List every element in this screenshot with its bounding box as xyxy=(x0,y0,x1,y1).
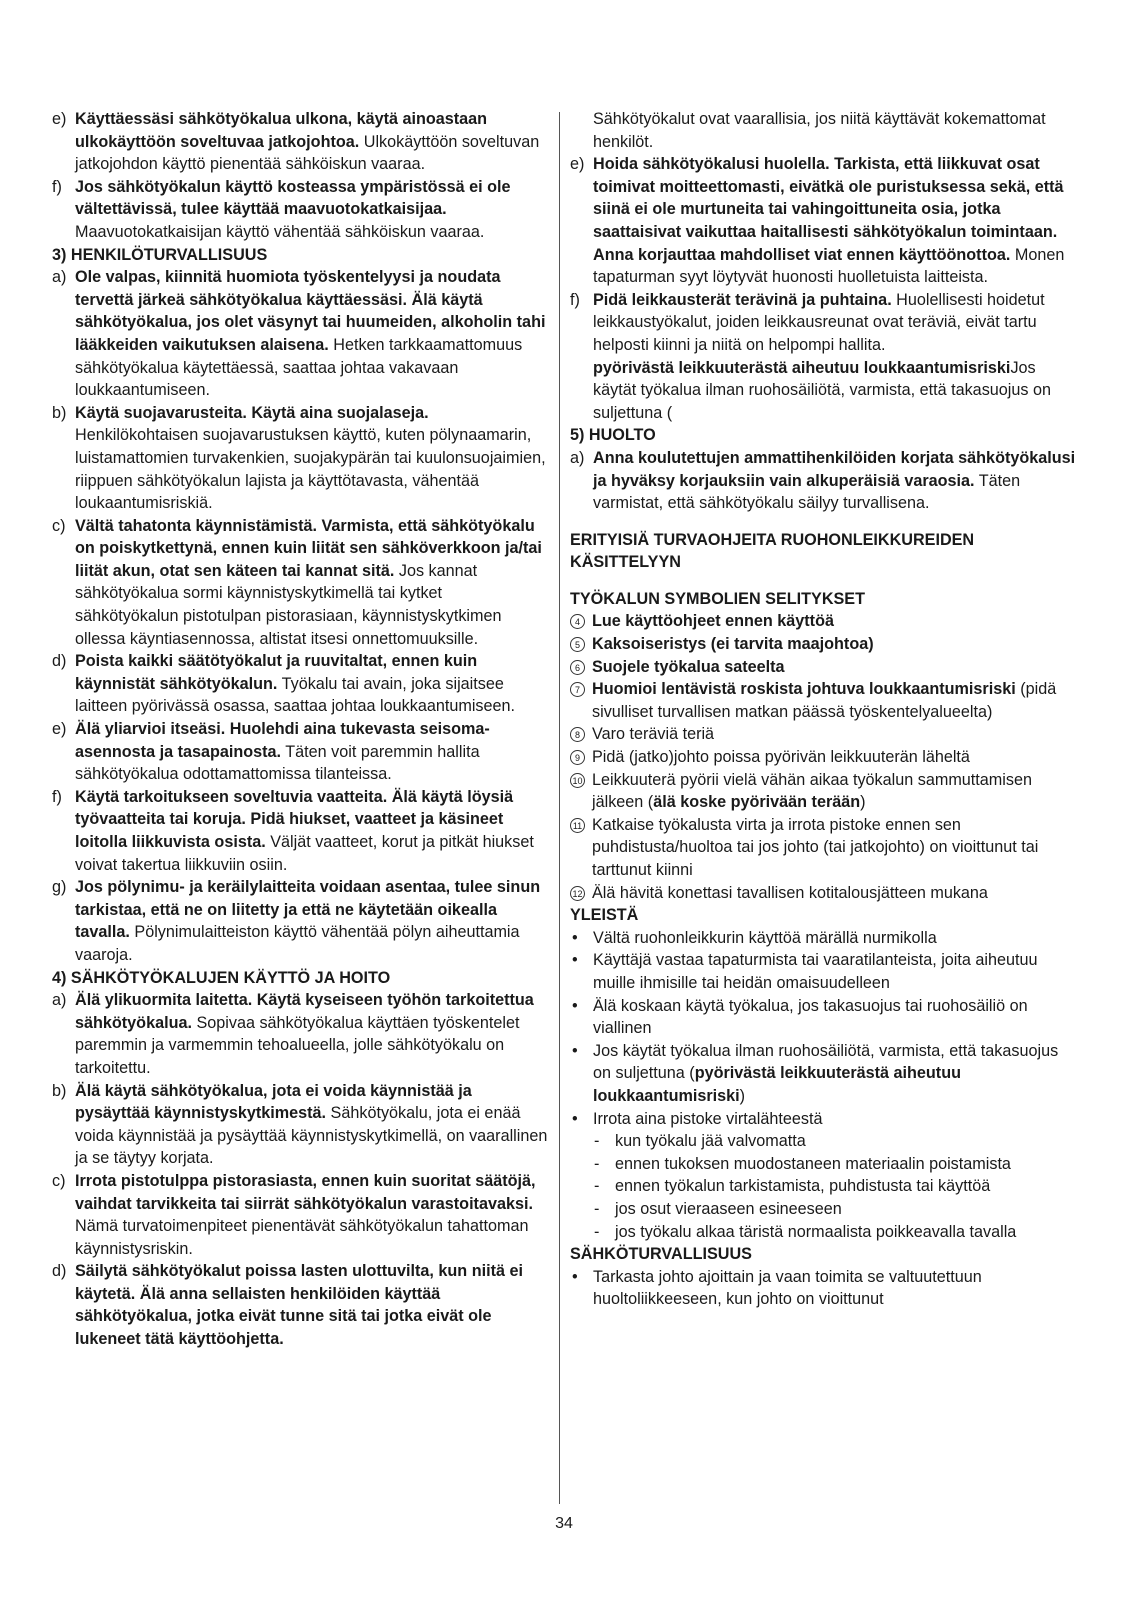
circled-number-icon: 5 xyxy=(570,637,585,652)
item-a-do-not-force: a) Älä ylikuormita laitetta. Käytä kyseiseen työhön tarkoitettua sähkötyökalua. Sopivaa sähkötyökalua käyttäen työskentelet paremmin ja varmemmin tehoalueella, jolle sähkötyökalu on tarkoitettu. xyxy=(52,991,534,1077)
section-heading-personal-safety: 3) HENKILÖTURVALLISUUS xyxy=(52,245,268,264)
dash-item: - ennen työkalun tarkistamista, puhdistusta tai käyttöä xyxy=(594,1177,991,1196)
item-f-dress-properly: f) Käytä tarkoitukseen soveltuvia vaatteita. Älä käytä löysiä työvaatteita tai koruja. Pidä hiukset, vaatteet ja käsineet loitolla liikkuvista osista. Väljät vaatteet, korut ja pitkät hiukset voivat takertua liikkuviin osiin. xyxy=(52,787,534,874)
item-e-do-not-overreach: e) Älä yliarvioi itseäsi. Huolehdi aina tukevasta seisoma-asennosta ja tasapainosta. Täten voit paremmin hallita sähkötyökalua odottamattomissa tilanteissa. xyxy=(52,720,490,784)
symbol-item-12: 12 Älä hävitä konettasi tavallisen kotitalousjätteen mukana xyxy=(570,882,1080,905)
item-e-outdoor-extension: e) Käyttäessäsi sähkötyökalua ulkona, käytä ainoastaan ulkokäyttöön soveltuvaa jatkojohtoa. Ulkokäyttöön soveltuvan jatkojohdon käyttö pienentää sähköiskun vaaraa. xyxy=(52,110,540,174)
item-d-store-away: d) Säilytä sähkötyökalut poissa lasten ulottuvilta, kun niitä ei käytetä. Älä anna sellaisten henkilöiden käyttää sähkötyökalua, jotka eivät tunne sitä tai jotka eivät ole lukeneet tätä käyttöohjetta. xyxy=(52,1262,523,1349)
item-b-switch: b) Älä käytä sähkötyökalua, jota ei voida käynnistää ja pysäyttää käynnistyskytkimestä. Sähkötyökalu, jota ei enää voida käynnistää ja pysäyttää käynnistyskytkimellä, on vaarallinen ja se täytyy korjata. xyxy=(52,1081,548,1168)
dash-item: - jos osut vieraaseen esineeseen xyxy=(594,1199,842,1218)
dash-item: - kun työkalu jää valvomatta xyxy=(594,1132,806,1151)
symbol-item-6: 6 Suojele työkalua sateelta xyxy=(570,656,1080,679)
dash-item: - ennen tukoksen muodostaneen materiaalin poistamista xyxy=(594,1154,1011,1173)
section-heading-tool-use-care: 4) SÄHKÖTYÖKALUJEN KÄYTTÖ JA HOITO xyxy=(52,968,391,987)
dash-item: - jos työkalu alkaa täristä normaalista poikkeavalla tavalla xyxy=(594,1222,1017,1241)
circled-number-icon: 8 xyxy=(570,727,585,742)
item-d-remove-keys: d) Poista kaikki säätötyökalut ja ruuvitaltat, ennen kuin käynnistät sähkötyökalun. Työkalu tai avain, joka sijaitsee laitteen pyörivässä osassa, saattaa johtaa loukkaantumiseen. xyxy=(52,652,516,716)
bullet-item: • Käyttäjä vastaa tapaturmista tai vaaratilanteista, joita aiheutuu muille ihmisille tai heidän omaisuudelleen xyxy=(572,951,1038,992)
bullet-item: • Vältä ruohonleikkurin käyttöä märällä nurmikolla xyxy=(572,928,937,947)
item-d-continuation: Sähkötyökalut ovat vaarallisia, jos niitä käyttävät kokemattomat henkilöt. xyxy=(593,110,1046,151)
symbol-item-8: 8 Varo teräviä teriä xyxy=(570,723,1080,746)
item-a-qualified-repair: a) Anna koulutettujen ammattihenkilöiden korjata sähkötyökalusi ja hyväksy korjauksiin vain alkuperäisiä varaosia. Täten varmistat, että sähkötyökalu säilyy turvallisena. xyxy=(570,448,1076,513)
item-c-disconnect-plug: c) Irrota pistotulppa pistorasiasta, ennen kuin suoritat säätöjä, vaihdat tarvikkeita tai siirrät sähkötyökalun varastoitavaksi. Nämä turvatoimenpiteet pienentävät sähkötyökalun tahattoman käynnistysriskin. xyxy=(52,1171,536,1258)
bullet-item: • Älä koskaan käytä työkalua, jos takasuojus tai ruohosäiliö on viallinen xyxy=(572,996,1028,1038)
item-a-stay-alert: a) Ole valpas, kiinnitä huomiota työskentelyysi ja noudata tervettä järkeä sähkötyökalua käyttäessäsi. Älä käytä sähkötyökalua, jos olet väsynyt tai huumeiden, alkoholin tahi lääkkeiden vaikutuksen alaisena. Hetken tarkkaamattomuus sähkötyökalua käytettäessä, saattaa johtaa vakavaan loukkaantumiseen. xyxy=(52,268,546,400)
symbol-item-4: 4 Lue käyttöohjeet ennen käyttöä xyxy=(570,610,1080,633)
bullet-item: • Irrota aina pistoke virtalähteestä xyxy=(572,1109,823,1128)
heading-general: YLEISTÄ xyxy=(570,906,639,925)
circled-number-icon: 9 xyxy=(570,750,585,765)
section-heading-service: 5) HUOLTO xyxy=(570,426,656,445)
column-divider xyxy=(559,112,560,1504)
symbol-item-5: 5 Kaksoiseristys (ei tarvita maajohtoa) xyxy=(570,633,1080,656)
circled-number-icon: 11 xyxy=(570,818,585,833)
circled-number-icon: 7 xyxy=(570,682,585,697)
left-column xyxy=(52,108,548,1351)
circled-number-icon: 4 xyxy=(570,614,585,629)
right-column xyxy=(570,108,1080,1311)
item-e-maintain-tools: e) Hoida sähkötyökalusi huolella. Tarkista, että liikkuvat osat toimivat moitteettomasti, eivätkä ole puristuksessa sekä, että siinä ei ole murtuneita tai vahingoittuneita osia, jotka saattaisivat vaikuttaa haitallisesti sähkötyökalun toimintaan. Anna korjauttaa mahdolliset viat ennen käyttöönottoa. Monen tapaturman syyt löytyvät huonosti huolletuista laitteista. xyxy=(570,155,1065,287)
item-f-sharp-clean: f) Pidä leikkausterät terävinä ja puhtaina. Huolellisesti hoidetut leikkaustyökalut, joiden leikkausreunat ovat teräviä, eivät tartu helposti kiinni ja niitä on helpompi hallita. xyxy=(570,290,1045,354)
circled-number-icon: 10 xyxy=(570,773,585,788)
bullet-item: • Tarkasta johto ajoittain ja vaan toimita se valtuutettuun huoltoliikkeeseen, kun johto on vioittunut xyxy=(572,1267,982,1309)
item-b-protective-equipment: b) Käytä suojavarusteita. Käytä aina suojalaseja. Henkilökohtaisen suojavarustuksen käyttö, kuten pölynaamarin, luistamattomien turvakenkien, suojakypärän tai kuulonsuojaimien, riippuen sähkötyökalun lajista ja käyttötavasta, vähentää loukaantumisriskiä. xyxy=(52,403,546,513)
item-c-unintended-start: c) Vältä tahatonta käynnistämistä. Varmista, että sähkötyökalu on poiskytkettynä, ennen kuin liität sen sähköverkkoon ja/tai liität akun, otat sen käteen tai kannat sitä. Jos kannat sähkötyökalua sormi käynnistyskytkimellä tai kytket sähkötyökalun pistotulpan pistorasiaan, käynnistyskytkimen ollessa käyntiasennossa, altistat itsesi onnettomuuksille. xyxy=(52,516,542,648)
symbol-item-10: 10 Leikkuuterä pyörii vielä vähän aikaa työkalun sammuttamisen jälkeen (älä koske pyörivään terään) xyxy=(570,769,1080,814)
symbol-item-11: 11 Katkaise työkalusta virta ja irrota pistoke ennen sen puhdistusta/huoltoa tai jos johto (tai jatkojohto) on vioittunut tai tarttunut kiinni xyxy=(570,814,1080,882)
item-f-residual-current: f) Jos sähkötyökalun käyttö kosteassa ympäristössä ei ole vältettävissä, tulee käyttää maavuotokatkaisijaa. Maavuotokatkaisijan käyttö vähentää sähköiskun vaaraa. xyxy=(52,177,511,241)
item-g-use-accordingly: pyörivästä leikkuuterästä aiheutuu loukkaantumisriskiJos käytät työkalua ilman ruohosäiliötä, varmista, että takasuojus on suljettuna ( xyxy=(593,358,1051,422)
heading-electrical-safety: SÄHKÖTURVALLISUUS xyxy=(570,1245,752,1264)
circled-number-icon: 6 xyxy=(570,660,585,675)
symbol-item-7: 7 Huomioi lentävistä roskista johtuva loukkaantumisriski (pidä sivulliset turvallisen matkan päässä työskentelyalueelta) xyxy=(570,678,1080,723)
heading-special-safety: ERITYISIÄ TURVAOHJEITA RUOHONLEIKKUREIDEN KÄSITTELYYN xyxy=(570,530,975,572)
circled-number-icon: 12 xyxy=(570,886,585,901)
item-g-dust-extraction: g) Jos pölynimu- ja keräilylaitteita voidaan asentaa, tulee sinun tarkistaa, että ne on liitetty ja että ne käytetään oikealla tavalla. Pölynimulaitteiston käyttö vähentää pölyn aiheuttamia vaaroja. xyxy=(52,878,541,964)
symbol-item-9: 9 Pidä (jatko)johto poissa pyörivän leikkuuterän läheltä xyxy=(570,746,1080,769)
page-number: 34 xyxy=(555,1515,573,1532)
heading-symbols: TYÖKALUN SYMBOLIEN SELITYKSET xyxy=(570,589,865,608)
bullet-item: • Jos käytät työkalua ilman ruohosäiliötä, varmista, että takasuojus on suljettuna (pyörivästä leikkuuterästä aiheutuu loukkaantumisriski) xyxy=(572,1041,1059,1105)
